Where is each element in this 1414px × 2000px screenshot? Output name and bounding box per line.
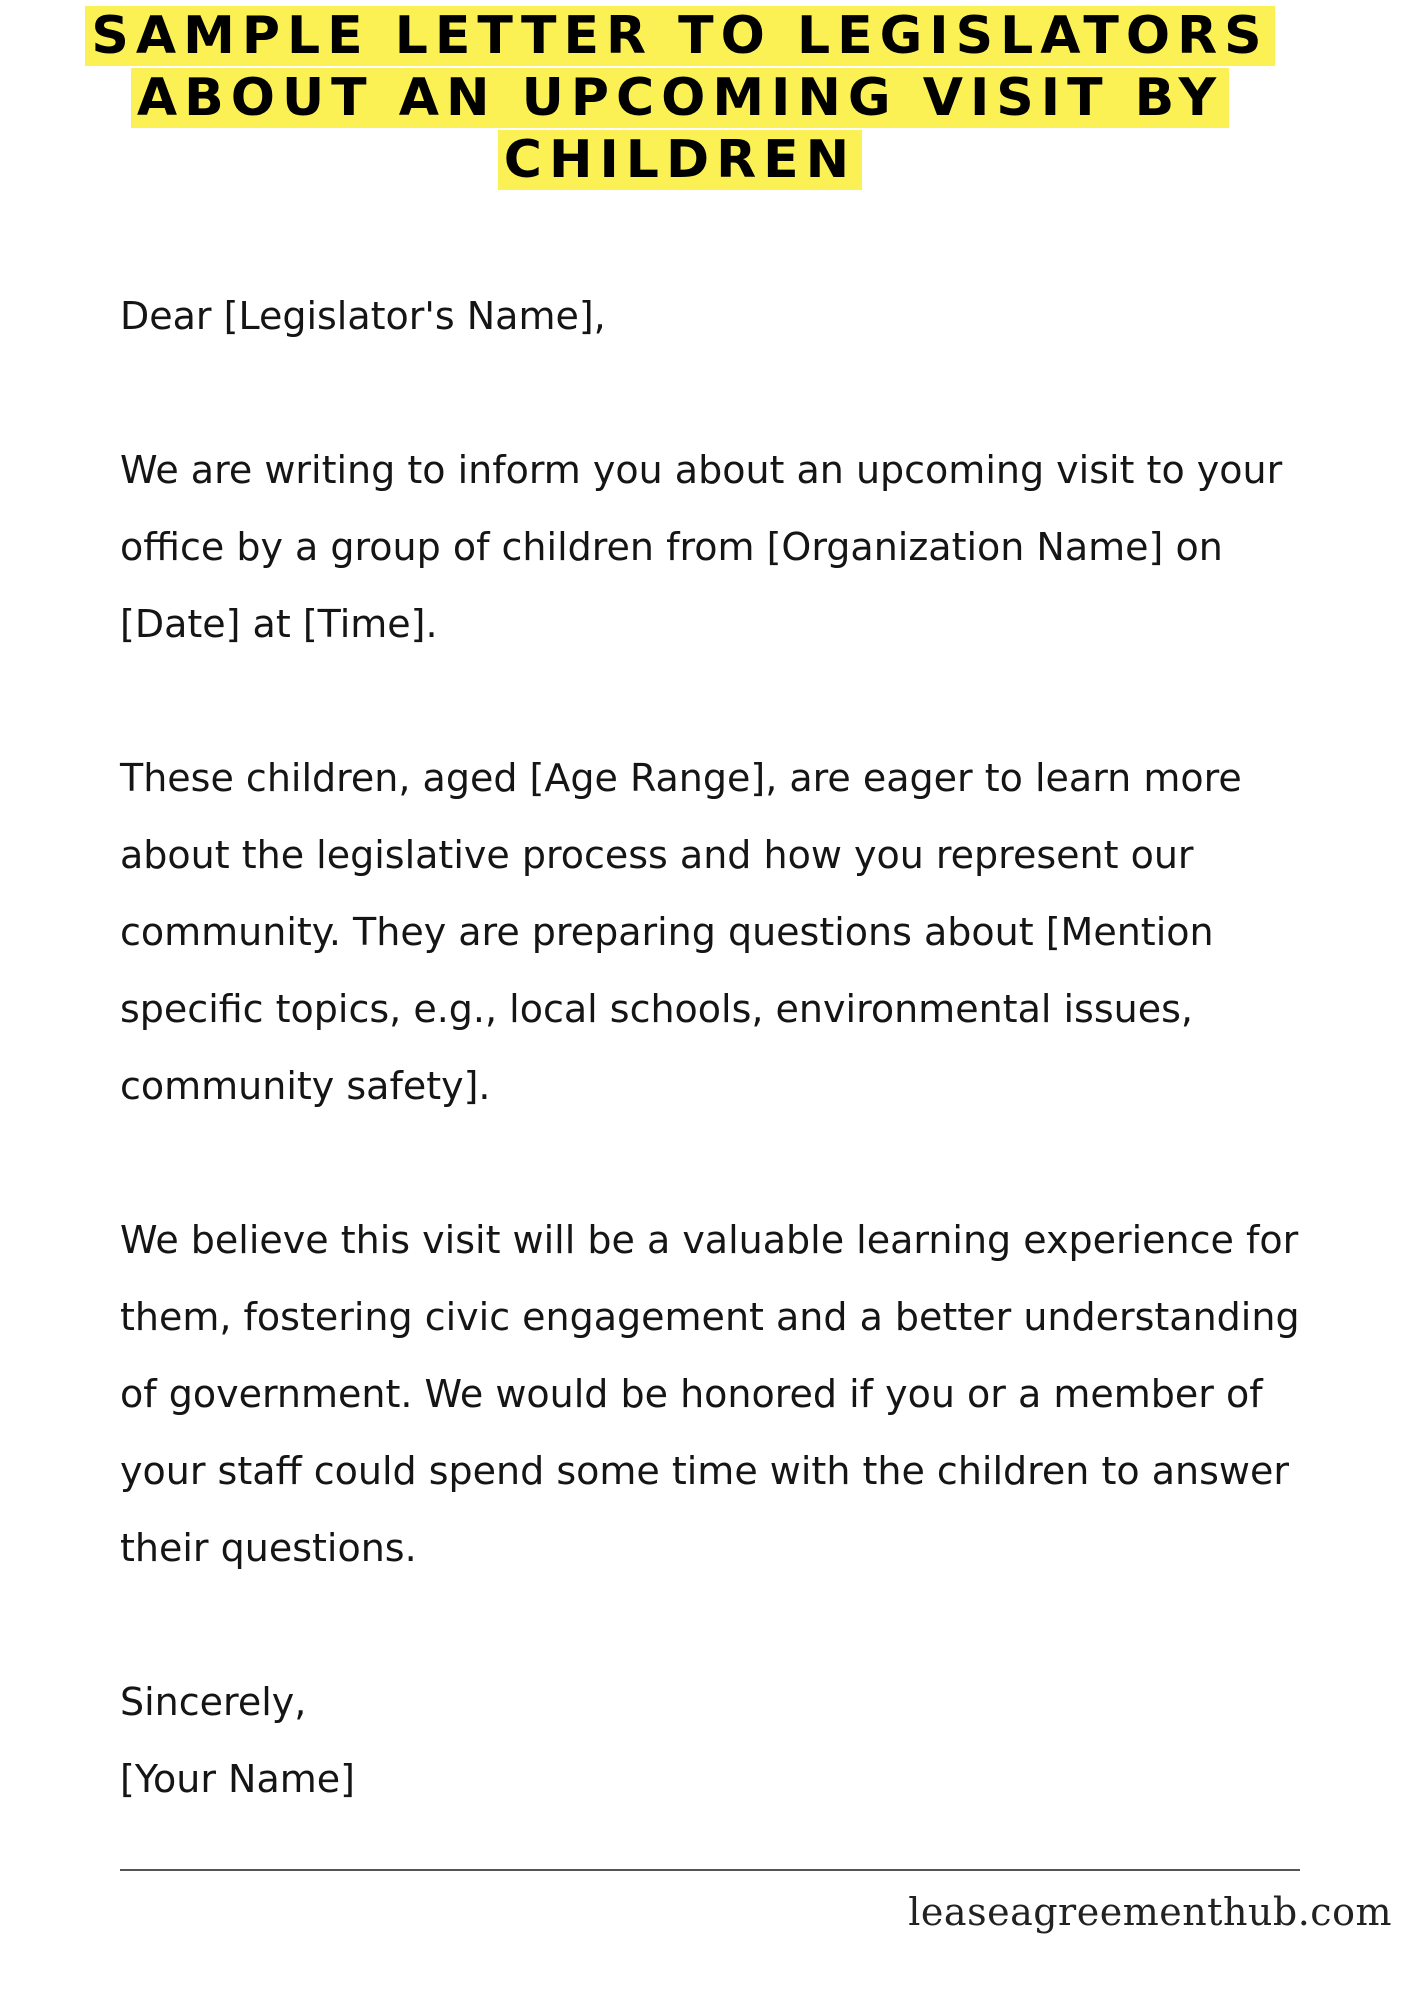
title-line-2: ABOUT AN UPCOMING VISIT BY bbox=[131, 68, 1229, 128]
paragraph-gap bbox=[120, 1125, 1340, 1202]
closing: Sincerely, bbox=[120, 1680, 307, 1724]
paragraph-gap bbox=[120, 1587, 1340, 1664]
signature: [Your Name] bbox=[120, 1757, 355, 1801]
title-line-1: SAMPLE LETTER TO LEGISLATORS bbox=[85, 6, 1274, 66]
paragraph-2: These children, aged [Age Range], are eager to learn more about the legislative process and how you represent our community. They are preparing questions about [Mention specific topics, e.g., local schools, environmental issues, community safety]. bbox=[120, 756, 1242, 1108]
title-line-3: CHILDREN bbox=[498, 130, 862, 190]
footer-divider bbox=[120, 1869, 1300, 1871]
letter-body bbox=[120, 278, 1340, 1818]
page-title bbox=[60, 6, 1300, 192]
footer-website: leaseagreementhub.com bbox=[908, 1890, 1392, 1934]
paragraph-3: We believe this visit will be a valuable learning experience for them, fostering civic engagement and a better understanding of government. We would be honored if you or a member of your staff could spend some time with the children to answer their questions. bbox=[120, 1218, 1300, 1570]
paragraph-gap bbox=[120, 663, 1340, 740]
paragraph-1: We are writing to inform you about an upcoming visit to your office by a group of children from [Organization Name] on [Date] at [Time]. bbox=[120, 448, 1283, 646]
paragraph-gap bbox=[120, 355, 1340, 432]
salutation: Dear [Legislator's Name], bbox=[120, 294, 606, 338]
